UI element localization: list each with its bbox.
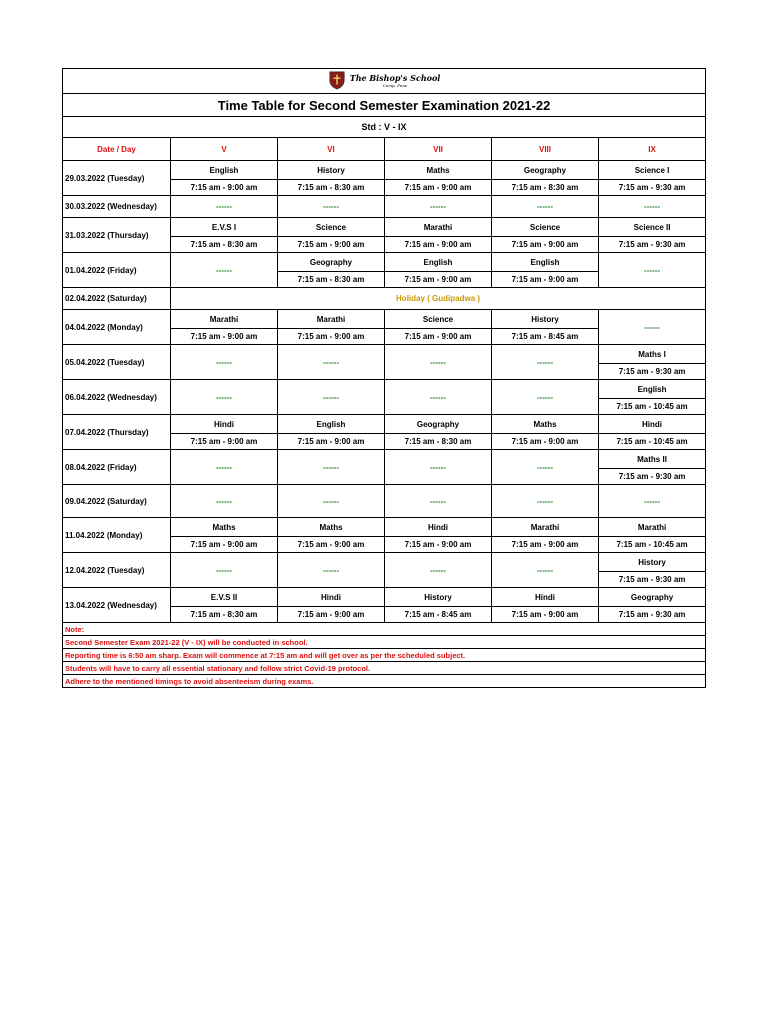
subject-cell: Marathi <box>278 310 385 329</box>
empty-cell: ------ <box>278 345 385 380</box>
empty-cell: ------ <box>278 380 385 415</box>
subject-cell: Maths <box>171 518 278 537</box>
subject-cell: Hindi <box>171 415 278 434</box>
table-row <box>63 380 706 399</box>
subject-cell: Marathi <box>385 218 492 237</box>
subject-cell: Geography <box>385 415 492 434</box>
empty-cell: ------ <box>492 485 599 518</box>
table-row <box>63 345 706 364</box>
subject-cell: Geography <box>278 253 385 272</box>
subject-cell: English <box>599 380 706 399</box>
table-row <box>63 553 706 572</box>
table-row <box>63 450 706 469</box>
date-cell: 12.04.2022 (Tuesday) <box>63 553 171 588</box>
subject-cell: Maths II <box>599 450 706 469</box>
time-cell: 7:15 am - 9:00 am <box>385 237 492 253</box>
time-cell: 7:15 am - 9:00 am <box>492 607 599 623</box>
empty-cell: ------ <box>492 553 599 588</box>
subject-cell: History <box>492 310 599 329</box>
subject-cell: Hindi <box>385 518 492 537</box>
date-cell: 30.03.2022 (Wednesday) <box>63 196 171 218</box>
note-item: Reporting time is 6:50 am sharp. Exam will commence at 7:15 am and will get over as per the scheduled subject. <box>63 649 706 662</box>
time-cell: 7:15 am - 9:00 am <box>171 434 278 450</box>
table-row <box>63 485 706 518</box>
subject-cell: Maths I <box>599 345 706 364</box>
empty-cell: ------ <box>492 450 599 485</box>
time-cell: 7:15 am - 9:00 am <box>171 537 278 553</box>
time-cell: 7:15 am - 9:30 am <box>599 572 706 588</box>
time-cell: 7:15 am - 10:45 am <box>599 434 706 450</box>
empty-cell: ------ <box>599 253 706 288</box>
note-item: Adhere to the mentioned timings to avoid absenteeism during exams. <box>63 675 706 688</box>
subject-cell: History <box>385 588 492 607</box>
note-heading: Note: <box>63 623 706 636</box>
time-cell: 7:15 am - 9:00 am <box>385 329 492 345</box>
subject-cell: E.V.S II <box>171 588 278 607</box>
empty-cell: ------ <box>171 450 278 485</box>
time-cell: 7:15 am - 8:30 am <box>492 180 599 196</box>
date-cell: 29.03.2022 (Tuesday) <box>63 161 171 196</box>
time-cell: 7:15 am - 9:00 am <box>492 537 599 553</box>
header-date: Date / Day <box>63 138 171 161</box>
holiday-cell: Holiday ( Gudipadwa ) <box>171 288 706 310</box>
empty-cell: ------ <box>171 380 278 415</box>
empty-cell: ------ <box>171 485 278 518</box>
school-logo <box>328 70 441 90</box>
time-cell: 7:15 am - 8:45 am <box>492 329 599 345</box>
note-item: Second Semester Exam 2021-22 (V - IX) will be conducted in school. <box>63 636 706 649</box>
time-cell: 7:15 am - 9:00 am <box>385 537 492 553</box>
table-row <box>63 588 706 607</box>
timetable <box>62 68 706 688</box>
date-cell: 09.04.2022 (Saturday) <box>63 485 171 518</box>
time-cell: 7:15 am - 9:00 am <box>278 434 385 450</box>
empty-cell: ------ <box>599 196 706 218</box>
table-row <box>63 196 706 218</box>
date-cell: 02.04.2022 (Saturday) <box>63 288 171 310</box>
header-v: V <box>171 138 278 161</box>
empty-cell: ------ <box>492 380 599 415</box>
empty-cell: ------ <box>385 485 492 518</box>
time-cell: 7:15 am - 8:30 am <box>278 180 385 196</box>
date-cell: 01.04.2022 (Friday) <box>63 253 171 288</box>
time-cell: 7:15 am - 9:30 am <box>599 469 706 485</box>
time-cell: 7:15 am - 9:30 am <box>599 364 706 380</box>
subject-cell: Geography <box>492 161 599 180</box>
table-row <box>63 218 706 237</box>
time-cell: 7:15 am - 9:00 am <box>492 434 599 450</box>
time-cell: 7:15 am - 8:30 am <box>171 607 278 623</box>
time-cell: 7:15 am - 8:30 am <box>385 434 492 450</box>
empty-cell: ------ <box>171 196 278 218</box>
subject-cell: Science <box>278 218 385 237</box>
time-cell: 7:15 am - 9:00 am <box>278 329 385 345</box>
subject-cell: E.V.S I <box>171 218 278 237</box>
date-cell: 07.04.2022 (Thursday) <box>63 415 171 450</box>
table-row <box>63 518 706 537</box>
subject-cell: Marathi <box>492 518 599 537</box>
date-cell: 05.04.2022 (Tuesday) <box>63 345 171 380</box>
empty-cell: ------ <box>278 485 385 518</box>
time-cell: 7:15 am - 8:30 am <box>171 237 278 253</box>
table-row <box>63 288 706 310</box>
time-cell: 7:15 am - 9:30 am <box>599 237 706 253</box>
header-viii: VIII <box>492 138 599 161</box>
time-cell: 7:15 am - 9:00 am <box>278 537 385 553</box>
time-cell: 7:15 am - 9:30 am <box>599 180 706 196</box>
subject-cell: Hindi <box>492 588 599 607</box>
subject-cell: English <box>278 415 385 434</box>
empty-cell: ------ <box>278 553 385 588</box>
subject-cell: Hindi <box>599 415 706 434</box>
time-cell: 7:15 am - 9:00 am <box>385 180 492 196</box>
logo-cell <box>63 69 706 94</box>
subject-cell: History <box>599 553 706 572</box>
time-cell: 7:15 am - 9:00 am <box>171 180 278 196</box>
empty-cell: ------ <box>492 196 599 218</box>
subject-cell: Science <box>385 310 492 329</box>
std-label: Std : V - IX <box>63 117 706 138</box>
table-row <box>63 415 706 434</box>
subject-cell: Marathi <box>599 518 706 537</box>
empty-cell: ------ <box>385 553 492 588</box>
subject-cell: Science II <box>599 218 706 237</box>
date-cell: 06.04.2022 (Wednesday) <box>63 380 171 415</box>
date-cell: 04.04.2022 (Monday) <box>63 310 171 345</box>
date-cell: 11.04.2022 (Monday) <box>63 518 171 553</box>
empty-cell: ------ <box>171 553 278 588</box>
empty-cell: ------ <box>385 380 492 415</box>
page-title: Time Table for Second Semester Examination 2021-22 <box>63 94 706 117</box>
subject-cell: Maths <box>385 161 492 180</box>
time-cell: 7:15 am - 8:30 am <box>278 272 385 288</box>
subject-cell: Science I <box>599 161 706 180</box>
empty-cell: ------ <box>492 345 599 380</box>
time-cell: 7:15 am - 9:00 am <box>492 237 599 253</box>
empty-cell: ------ <box>385 196 492 218</box>
time-cell: 7:15 am - 9:00 am <box>278 237 385 253</box>
date-cell: 08.04.2022 (Friday) <box>63 450 171 485</box>
empty-cell: ------ <box>599 485 706 518</box>
subject-cell: Science <box>492 218 599 237</box>
timetable-sheet <box>62 68 705 688</box>
empty-cell: ------ <box>171 345 278 380</box>
time-cell: 7:15 am - 9:00 am <box>171 329 278 345</box>
subject-cell: Marathi <box>171 310 278 329</box>
note-item: Students will have to carry all essential stationary and follow strict Covid-19 protocol. <box>63 662 706 675</box>
date-cell: 13.04.2022 (Wednesday) <box>63 588 171 623</box>
crest-icon <box>328 70 346 90</box>
empty-cell: ------ <box>278 450 385 485</box>
time-cell: 7:15 am - 9:00 am <box>278 607 385 623</box>
subject-cell: Hindi <box>278 588 385 607</box>
subject-cell: Maths <box>492 415 599 434</box>
table-row <box>63 161 706 180</box>
subject-cell: Maths <box>278 518 385 537</box>
table-row <box>63 310 706 329</box>
empty-cell: ------ <box>385 345 492 380</box>
time-cell: 7:15 am - 10:45 am <box>599 399 706 415</box>
time-cell: 7:15 am - 10:45 am <box>599 537 706 553</box>
time-cell: 7:15 am - 9:00 am <box>385 272 492 288</box>
empty-cell: ------ <box>278 196 385 218</box>
subject-cell: English <box>492 253 599 272</box>
time-cell: 7:15 am - 9:00 am <box>492 272 599 288</box>
header-vi: VI <box>278 138 385 161</box>
time-cell: 7:15 am - 8:45 am <box>385 607 492 623</box>
subject-cell: English <box>385 253 492 272</box>
empty-cell: ------ <box>599 310 706 345</box>
header-row <box>63 138 706 161</box>
empty-cell: ------ <box>171 253 278 288</box>
date-cell: 31.03.2022 (Thursday) <box>63 218 171 253</box>
time-cell: 7:15 am - 9:30 am <box>599 607 706 623</box>
subject-cell: History <box>278 161 385 180</box>
school-name: The Bishop's School Camp, Pune <box>349 72 441 88</box>
header-vii: VII <box>385 138 492 161</box>
header-ix: IX <box>599 138 706 161</box>
empty-cell: ------ <box>385 450 492 485</box>
subject-cell: English <box>171 161 278 180</box>
table-row <box>63 253 706 272</box>
subject-cell: Geography <box>599 588 706 607</box>
